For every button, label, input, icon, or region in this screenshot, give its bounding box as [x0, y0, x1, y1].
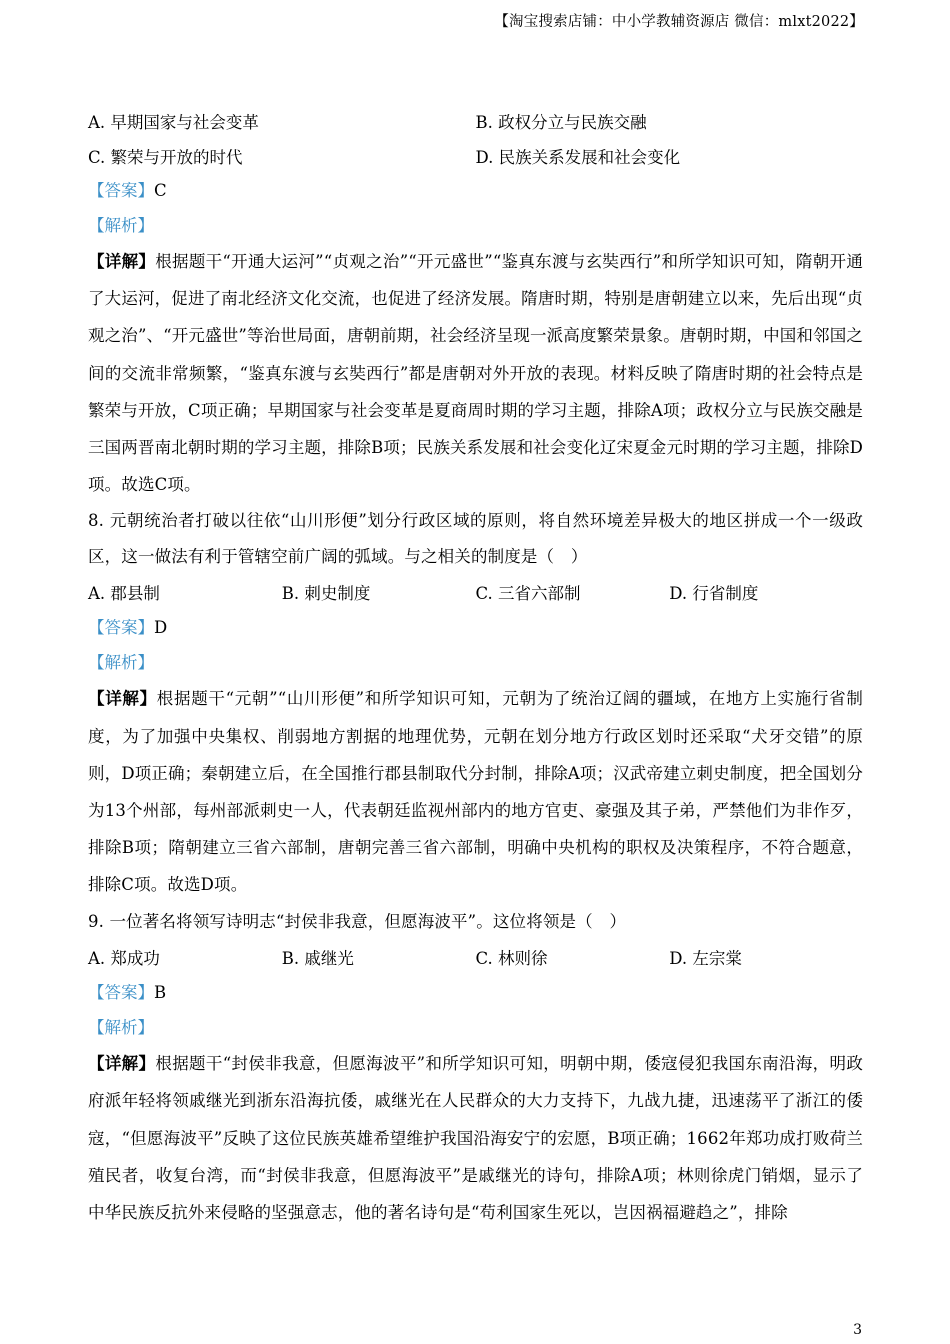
page-header: 【淘宝搜索店铺：中小学教辅资源店 微信：mlxt2022】 [494, 14, 864, 30]
q8-option-b: B. 刺史制度 [281, 584, 371, 604]
q8-option-c: C. 三省六部制 [475, 584, 581, 604]
q8-options-row [88, 574, 863, 610]
q7-options-row-1 [88, 103, 863, 138]
q8-option-a: A. 郡县制 [88, 584, 160, 604]
q8-answer-tag: 【答案】 [88, 618, 154, 638]
q9-detail-text: 根据题干“封侯非我意，但愿海波平”和所学知识可知，明朝中期，倭寇侵犯我国东南沿海，明政府派年轻将领戚继光到浙东沿海抗倭，戚继光在人民群众的大力支持下，九战九捷，迅速荡平了浙江的倭寇，“但愿海波平”反映了这位民族英雄希望维护我国沿海安宁的宏愿，B项正确；1662年郑功成打败荷兰殖民者，收复台湾，而“封侯非我意，但愿海波平”是戚继光的诗句，排除A项；林则徐虎门销烟，显示了中华民族反抗外来侵略的坚强意志，他的著名诗句是“苟利国家生死以，岂因祸福避趋之”，排除 [88, 1054, 863, 1222]
q9-analysis-tag: 【解析】 [88, 1018, 154, 1038]
q7-options-row-2 [88, 138, 863, 173]
q8-answer: D [154, 618, 168, 638]
q9-answer-tag: 【答案】 [88, 983, 154, 1003]
q7-answer-line [88, 173, 863, 208]
q7-detail-tag: 【详解】 [88, 252, 156, 271]
q7-analysis-line [88, 208, 863, 243]
q7-option-a: A. 早期国家与社会变革 [88, 112, 259, 132]
q8-detail-text: 根据题干“元朝”“山川形便”和所学知识可知，元朝为了统治辽阔的疆域，在地方上实施行省制度，为了加强中央集权、削弱地方割据的地理优势，元朝在划分地方行政区划时还采取“犬牙交错”的原则，D项正确；秦朝建立后，在全国推行郡县制取代分封制，排除A项；汉武帝建立刺史制度，把全国划分为13个州部，每州部派刺史一人，代表朝廷监视州部内的地方官吏、豪强及其子弟，严禁他们为非作歹，排除B项；隋朝建立三省六部制，唐朝完善三省六部制，明确中央机构的职权及决策程序，不符合题意，排除C项。故选D项。 [88, 689, 863, 895]
q9-stem: 9. 一位著名将领写诗明志“封侯非我意，但愿海波平”。这位将领是（ ） [88, 911, 627, 931]
q8-answer-line [88, 610, 863, 645]
q7-option-d: D. 民族关系发展和社会变化 [475, 147, 681, 167]
q7-detail-text: 根据题干“开通大运河”“贞观之治”“开元盛世”“鉴真东渡与玄奘西行”和所学知识可知，隋朝开通了大运河，促进了南北经济文化交流，也促进了经济发展。隋唐时期，特别是唐朝建立以来，先后出现“贞观之治”、“开元盛世”等治世局面，唐朝前期，社会经济呈现一派高度繁荣景象。唐朝时期，中国和邻国之间的交流非常频繁，“鉴真东渡与玄奘西行”都是唐朝对外开放的表现。材料反映了隋唐时期的社会特点是繁荣与开放，C项正确；早期国家与社会变革是夏商周时期的学习主题，排除A项；政权分立与民族交融是三国两晋南北朝时期的学习主题，排除B项；民族关系发展和社会变化辽宋夏金元时期的学习主题，排除D项。故选C项。 [88, 252, 864, 495]
q7-detail [88, 243, 863, 503]
q7-option-c: C. 繁荣与开放的时代 [88, 147, 243, 167]
q9-option-a: A. 郑成功 [88, 949, 160, 969]
q7-analysis-tag: 【解析】 [88, 216, 154, 235]
q8-analysis-line [88, 645, 863, 680]
q7-answer: C [154, 181, 167, 200]
q8-detail [88, 680, 863, 903]
q9-option-d: D. 左宗棠 [669, 949, 742, 969]
q9-options-row [88, 939, 863, 975]
q8-detail-tag: 【详解】 [88, 689, 157, 709]
q9-option-b: B. 戚继光 [281, 949, 354, 969]
q7-option-b: B. 政权分立与民族交融 [475, 112, 647, 132]
q8-analysis-tag: 【解析】 [88, 653, 154, 673]
document-body [88, 103, 863, 1231]
page-number: 3 [853, 1322, 862, 1338]
q9-answer-line [88, 975, 863, 1010]
q7-answer-tag: 【答案】 [88, 181, 154, 200]
q8-stem: 8. 元朝统治者打破以往依“山川形便”划分行政区域的原则，将自然环境差异极大的地区拼成一个一级政区，这一做法有利于管辖空前广阔的弧域。与之相关的制度是（ ） [88, 511, 863, 566]
q9-answer: B [154, 983, 167, 1003]
q9-detail [88, 1045, 863, 1231]
q9-analysis-line [88, 1010, 863, 1045]
q8-option-d: D. 行省制度 [669, 584, 759, 604]
q9-option-c: C. 林则徐 [475, 949, 548, 969]
q9-detail-tag: 【详解】 [88, 1054, 156, 1074]
